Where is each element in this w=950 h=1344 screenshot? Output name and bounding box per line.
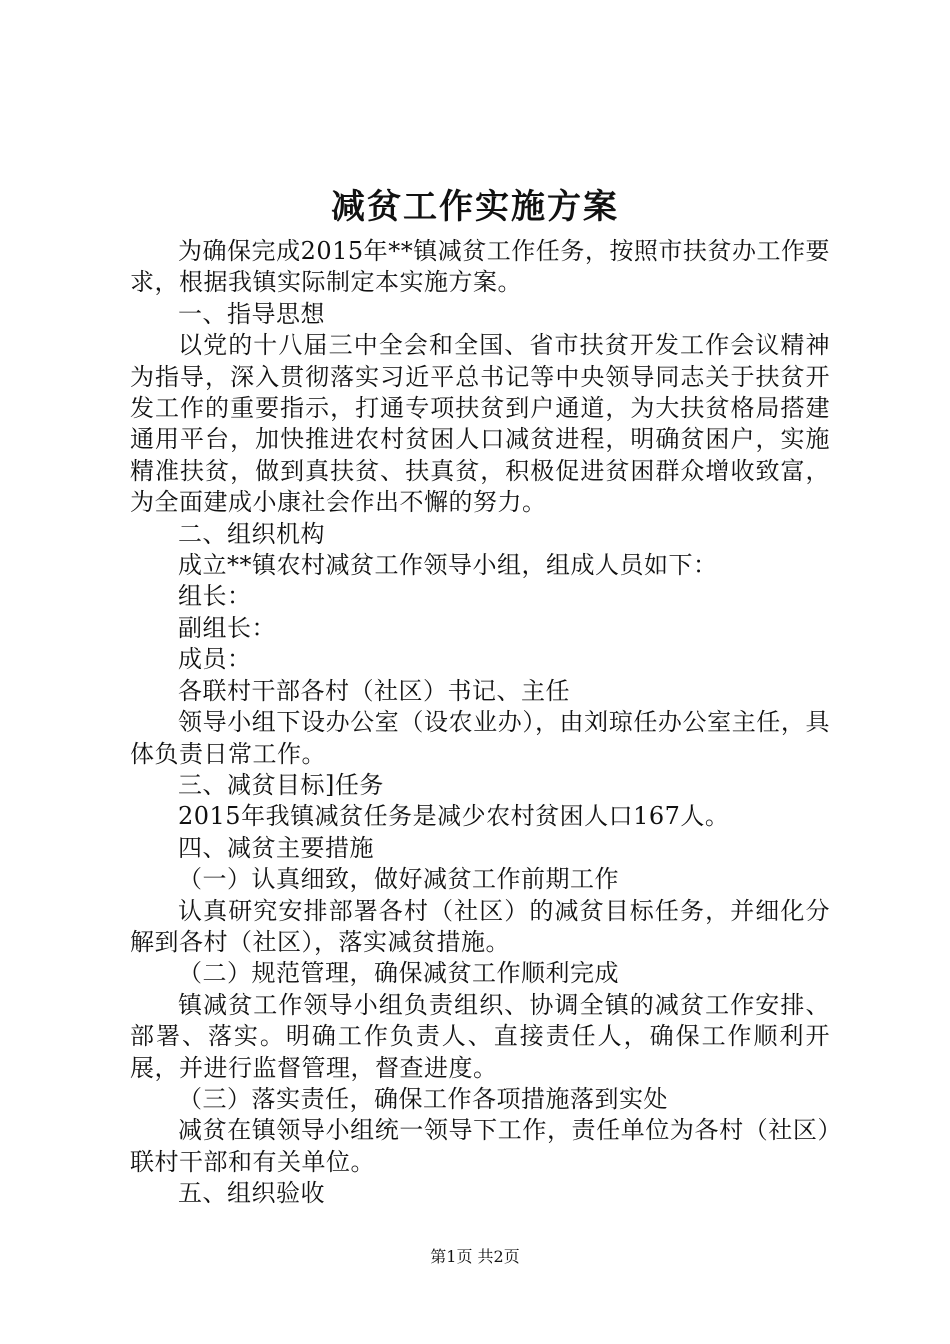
section-heading-3: 三、减贫目标]任务	[178, 770, 384, 799]
paragraph-measure-1: 认真研究安排部署各村（社区）的减贫目标任务，并细化分解到各村（社区），落实减贫措施。	[130, 896, 830, 956]
paragraph-group-leader: 组长：	[178, 582, 252, 611]
page-number: 第1页 共2页	[430, 1247, 520, 1266]
section-heading-2: 二、组织机构	[178, 519, 325, 548]
section-heading-5: 五、组织验收	[178, 1179, 325, 1208]
subheading-3: （三）落实责任，确保工作各项措施落到实处	[178, 1084, 668, 1113]
paragraph-intro: 为确保完成2015年**镇减贫工作任务，按照市扶贫办工作要求，根据我镇实际制定本实施方案。	[130, 237, 830, 297]
paragraph-leading-group: 成立**镇农村减贫工作领导小组，组成人员如下：	[178, 551, 718, 580]
document-body	[130, 236, 830, 1210]
document-title: 减贫工作实施方案	[331, 187, 619, 227]
paragraph-guiding-thought: 以党的十八届三中全会和全国、省市扶贫开发工作会议精神为指导，深入贯彻落实习近平总书记等中央领导同志关于扶贫开发工作的重要指示，打通专项扶贫到户通道，为大扶贫格局搭建通用平台，加快推进农村贫困人口减贫进程，明确贫困户，实施精准扶贫，做到真扶贫、扶真贫，积极促进贫困群众增收致富，为全面建成小康社会作出不懈的努力。	[130, 331, 830, 517]
subheading-1: （一）认真细致，做好减贫工作前期工作	[178, 865, 619, 894]
subheading-2: （二）规范管理，确保减贫工作顺利完成	[178, 959, 619, 988]
paragraph-target: 2015年我镇减贫任务是减少农村贫困人口167人。	[178, 802, 730, 831]
paragraph-deputy-leader: 副组长：	[178, 613, 276, 642]
paragraph-measure-2: 镇减贫工作领导小组负责组织、协调全镇的减贫工作安排、部署、落实。明确工作负责人、直接责任人，确保工作顺利开展，并进行监督管理，督查进度。	[130, 990, 830, 1082]
section-heading-1: 一、指导思想	[178, 299, 325, 328]
paragraph-member-list: 各联村干部各村（社区）书记、主任	[178, 676, 570, 705]
section-heading-4: 四、减贫主要措施	[178, 833, 374, 862]
paragraph-members: 成员：	[178, 645, 252, 674]
paragraph-measure-3: 减贫在镇领导小组统一领导下工作，责任单位为各村（社区）联村干部和有关单位。	[130, 1116, 830, 1176]
paragraph-office: 领导小组下设办公室（设农业办），由刘琼任办公室主任，具体负责日常工作。	[130, 708, 830, 768]
